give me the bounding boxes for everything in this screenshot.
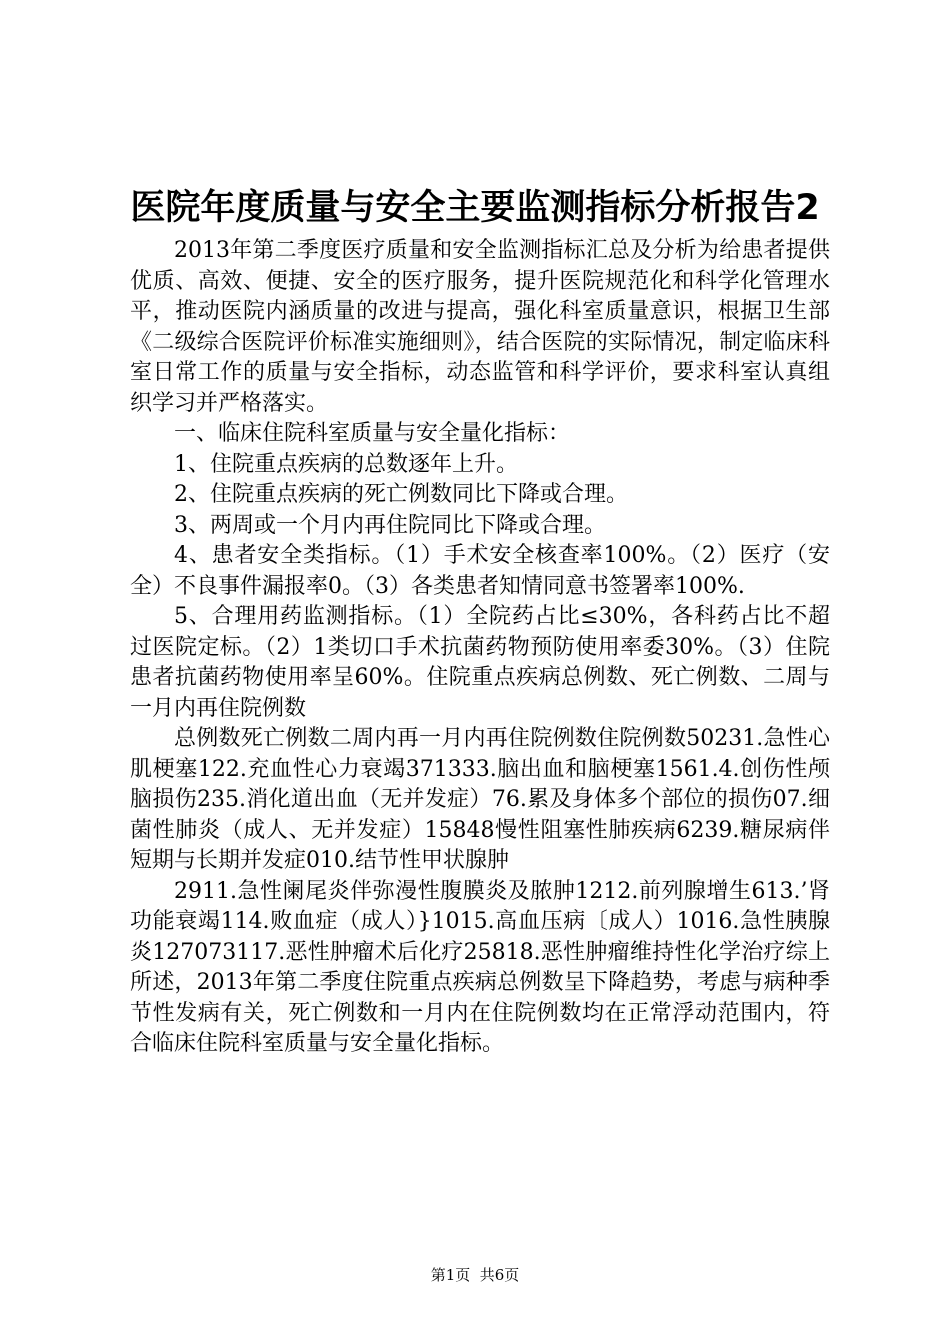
page-title: 医院年度质量与安全主要监测指标分析报告2 — [130, 188, 820, 228]
page-footer: 第1页 共6页 — [430, 1266, 520, 1284]
list-item-3: 3、两周或一个月内再住院同比下降或合理。 — [174, 512, 606, 538]
list-item-4: 4、患者安全类指标。（1）手术安全核查率100%。（2）医疗（安全）不良事件漏报率0。（3）各类患者知情同意书签署率100%. — [130, 543, 830, 599]
list-item-2: 2、住院重点疾病的死亡例数同比下降或合理。 — [174, 482, 628, 507]
data-paragraph-2: 2911.急性阑尾炎伴弥漫性腹膜炎及脓肿1212.前列腺增生613.’肾功能衰竭114.败血症（成人）}1015.高血压病〔成人）1016.急性胰腺炎127073117.恶性肿瘤术后化疗25818.恶性肿瘤维持性化学治疗综上所述，2013年第二季度住院重点疾病总例数呈下降趋势，考虑与病种季节性发病有关，死亡例数和一月内在住院例数均在正常浮动范围内，符合临床住院科室质量与安全量化指标。 — [130, 878, 830, 1056]
list-item-5: 5、合理用药监测指标。（1）全院药占比≤30%，各科药占比不超过医院定标。（2）1类切口手术抗菌药物预防使用率委30%。（3）住院患者抗菌药物使用率呈60%。住院重点疾病总例数、死亡例数、二周与一月内再住院例数 — [130, 604, 830, 721]
data-paragraph-1: 总例数死亡例数二周内再一月内再住院例数住院例数50231.急性心肌梗塞122.充血性心力衰竭371333.脑出血和脑梗塞1561.4.创伤性颅脑损伤235.消化道出血（无并发症）76.累及身体多个部位的损伤07.细菌性肺炎（成人、无并发症）15848慢性阻塞性肺疾病6239.糖尿病伴短期与长期并发症010.结节性甲状腺肿 — [130, 726, 830, 873]
list-item-1: 1、住院重点疾病的总数逐年上升。 — [174, 451, 518, 477]
section-heading-1: 一、临床住院科室质量与安全量化指标： — [174, 421, 571, 446]
document-body — [130, 236, 830, 1060]
paragraph-intro: 2013年第二季度医疗质量和安全监测指标汇总及分析为给患者提供优质、高效、便捷、安全的医疗服务，提升医院规范化和科学化管理水平，推动医院内涵质量的改进与提高，强化科室质量意识，根据卫生部《二级综合医院评价标准实施细则》，结合医院的实际情况，制定临床科室日常工作的质量与安全指标，动态监管和科学评价，要求科室认真组织学习并严格落实。 — [130, 238, 830, 416]
